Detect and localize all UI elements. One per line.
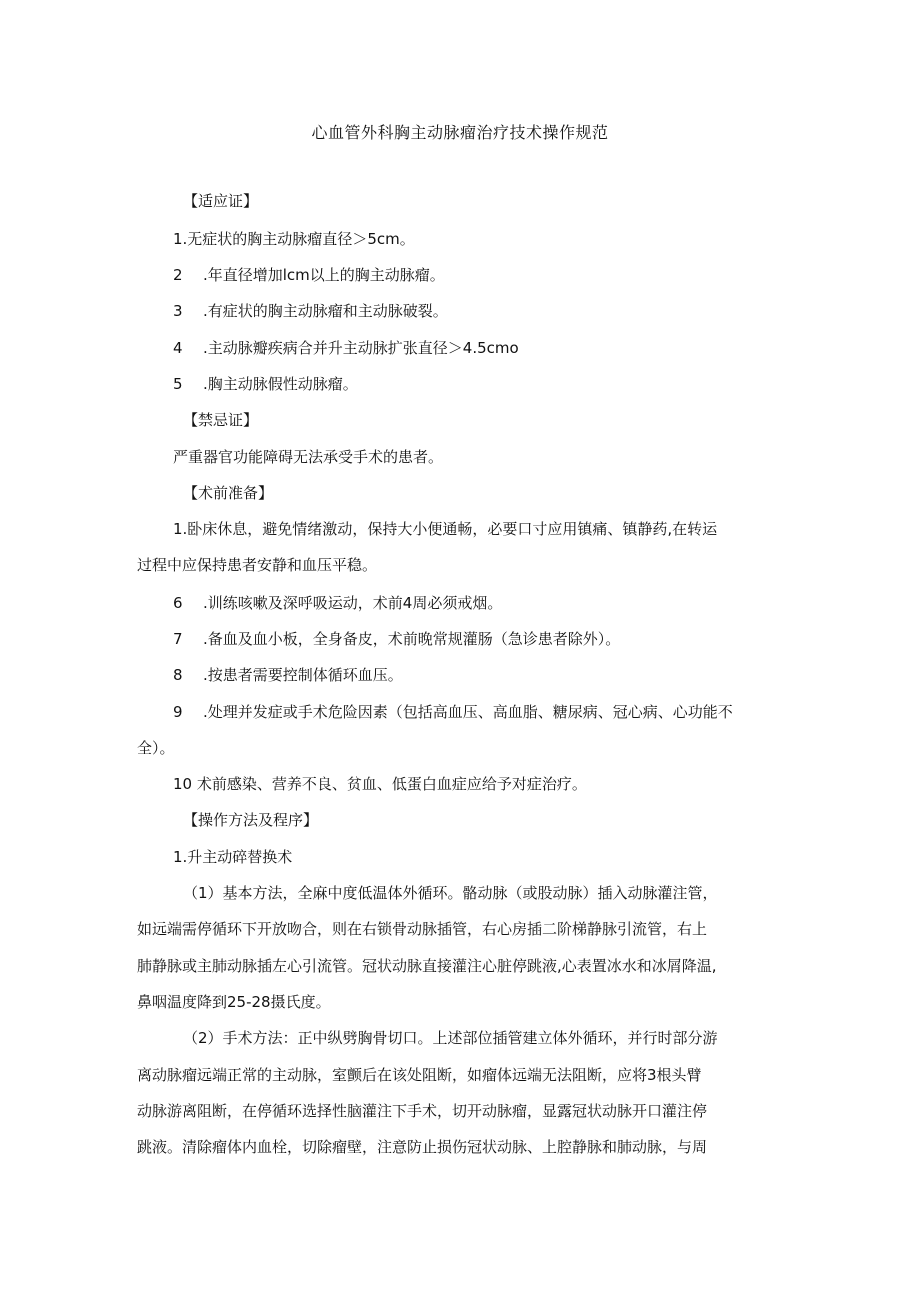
item-text: .处理并发症或手术危险因素（包括高血压、高血脂、糖尿病、冠心病、心功能不 (203, 703, 733, 721)
item-number: 4 (173, 339, 183, 357)
item-text: .主动脉瓣疾病合并升主动脉扩张直径＞4.5cmo (203, 339, 519, 357)
contraindications-text: 严重器官功能障碍无法承受手术的患者。 (173, 448, 444, 466)
procedure-p1-line-2: 如远端需停循环下开放吻合，则在右锁骨动脉插管，右心房插二阶梯静脉引流管，右上 (137, 920, 708, 938)
indication-item-1: 1.无症状的胸主动脉瘤直径＞5cm。 (173, 230, 415, 248)
procedure-p2-line-2: 离动脉瘤远端正常的主动脉，室颤后在该处阻断，如瘤体远端无法阻断，应将3根头臂 (137, 1066, 702, 1084)
procedure-p1-line-4: 鼻咽温度降到25-28摄氏度。 (137, 993, 331, 1011)
item-number: 6 (173, 594, 183, 612)
procedure-heading: 【操作方法及程序】 (183, 811, 319, 829)
document-title: 心血管外科胸主动脉瘤治疗技术操作规范 (311, 123, 609, 142)
indication-item-5 (173, 373, 358, 394)
indications-heading: 【适应证】 (183, 192, 259, 210)
procedure-p2-line-3: 动脉游离阻断，在停循环选择性脑灌注下手术，切开动脉瘤，显露冠状动脉开口灌注停 (137, 1102, 708, 1120)
preop-item-9-line-2: 全）。 (137, 739, 175, 757)
indication-item-3 (173, 300, 448, 321)
item-number: 5 (173, 375, 183, 393)
item-text: .按患者需要控制体循环血压。 (203, 666, 403, 684)
preop-heading: 【术前准备】 (183, 484, 274, 502)
procedure-p1-line-1: （1）基本方法，全麻中度低温体外循环。骼动脉（或股动脉）插入动脉灌注管， (183, 884, 718, 902)
preop-item-8 (173, 664, 403, 685)
item-text: .备血及血小板，全身备皮，术前晚常规灌肠（急诊患者除外）。 (203, 630, 621, 648)
contraindications-heading: 【禁忌证】 (183, 411, 259, 429)
preop-item-6 (173, 592, 502, 613)
item-number: 9 (173, 703, 183, 721)
preop-item-7 (173, 628, 620, 649)
item-number: 3 (173, 302, 183, 320)
procedure-subheading-1: 1.升主动碎替换术 (173, 848, 293, 866)
procedure-p2-line-4: 跳液。清除瘤体内血栓，切除瘤壁，注意防止损伤冠状动脉、上腔静脉和肺动脉，与周 (137, 1138, 708, 1156)
preop-item-10: 10 术前感染、营养不良、贫血、低蛋白血症应给予对症治疗。 (173, 775, 587, 793)
item-number: 2 (173, 266, 183, 284)
procedure-p2-line-1: （2）手术方法：正中纵劈胸骨切口。上述部位插管建立体外循环，并行时部分游 (183, 1029, 718, 1047)
procedure-p1-line-3: 肺静脉或主肺动脉插左心引流管。冠状动脉直接灌注心脏停跳液,心表置冰水和冰屑降温, (137, 957, 717, 975)
item-text: .有症状的胸主动脉瘤和主动脉破裂。 (203, 302, 448, 320)
item-number: 7 (173, 630, 183, 648)
indication-item-4 (173, 337, 519, 358)
item-text: .训练咳嗽及深呼吸运动，术前4周必须戒烟。 (203, 594, 503, 612)
preop-item-1-line-2: 过程中应保持患者安静和血压平稳。 (137, 556, 378, 574)
item-text: .胸主动脉假性动脉瘤。 (203, 375, 358, 393)
item-text: .年直径增加lcm以上的胸主动脉瘤。 (203, 266, 445, 284)
preop-item-9-line-1 (173, 701, 733, 722)
item-number: 8 (173, 666, 183, 684)
indication-item-2 (173, 264, 445, 285)
preop-item-1-line-1: 1.卧床休息，避免情绪激动，保持大小便通畅，必要口寸应用镇痛、镇静药,在转运 (173, 520, 718, 538)
